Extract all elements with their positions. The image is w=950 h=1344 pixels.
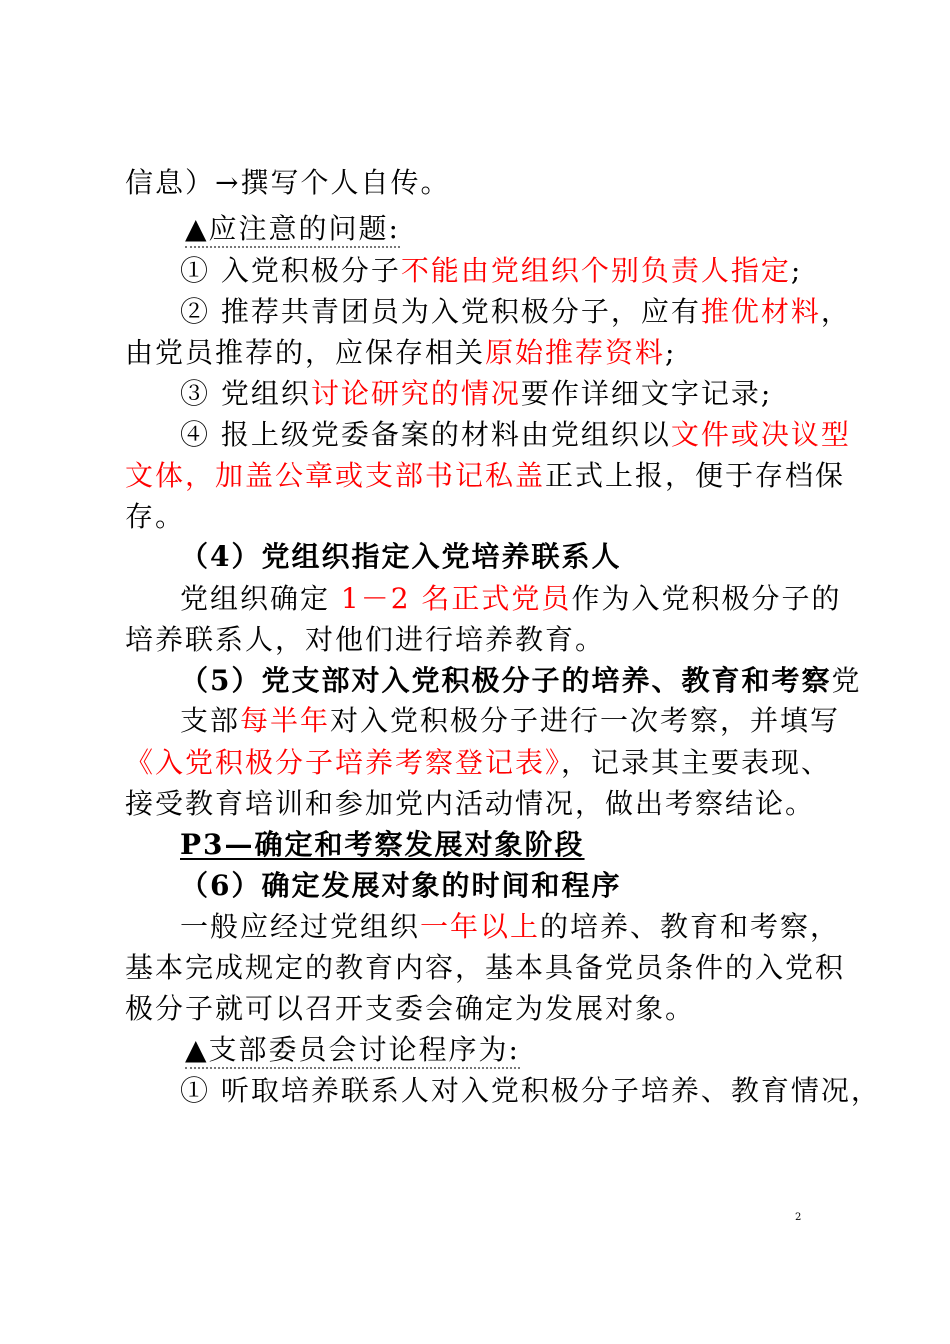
text-run: 党 [831,664,862,697]
text-run: 作为入党积极分子的 [571,582,842,615]
text-run: ▲支部委员会讨论程序为: [185,1033,520,1069]
list-item [180,294,851,330]
list-item [180,1073,881,1109]
text-run: 党组织确定 [180,582,341,615]
list-item [180,253,802,289]
text-run: 要作详细文字记录; [520,377,773,410]
list-item [180,417,851,453]
text-run: 由党员推荐的，应保存相关 [125,336,486,369]
text-line [125,165,450,201]
text-run: ， [820,295,851,328]
section-heading [180,868,621,904]
text-run: ▲应注意的问题: [185,212,400,248]
text-run: 正式上报，便于存档保 [545,459,846,492]
text-line [125,950,845,986]
text-run: 的培养、教育和考察， [540,910,841,943]
text-run: ; [790,254,803,287]
text-run: ④ 报上级党委备案的材料由党组织以 [180,418,671,451]
section-heading [180,663,862,699]
text-run: 基本完成规定的教育内容，基本具备党员条件的入党积 [125,951,846,984]
text-run: ① 入党积极分子 [180,254,401,287]
text-line [125,745,831,781]
paragraph-line [180,581,841,617]
paragraph-line [180,909,840,945]
note-heading [185,1032,520,1068]
text-run: （4）党组织指定入党培养联系人 [180,540,622,573]
text-run: ① 听取培养联系人对入党积极分子培养、教育情况， [180,1074,881,1107]
emphasis-text: 一年以上 [420,910,541,943]
text-run: ，记录其主要表现、 [561,746,832,779]
text-run: ; [665,336,677,369]
emphasis-text: 原始推荐资料 [485,336,666,369]
text-line [125,991,695,1027]
text-line [125,786,815,822]
page-number: 2 [795,1212,802,1223]
emphasis-text: 推优材料 [700,295,821,328]
emphasis-text: 文体，加盖公章或支部书记私盖 [125,459,546,492]
section-heading [180,539,621,575]
text-run: 存。 [125,500,186,533]
text-run: 极分子就可以召开支委会确定为发展对象。 [125,992,696,1025]
text-run: 支部 [180,704,241,737]
emphasis-text: 文件或决议型 [670,418,851,451]
emphasis-text: 不能由党组织个别负责人指定 [400,254,791,287]
text-run: P3—确定和考察发展对象阶段 [180,828,585,861]
emphasis-text: 《入党积极分子培养考察登记表》 [125,746,562,779]
text-line [125,458,845,494]
emphasis-text: 每半年 [240,704,331,737]
text-run: （6）确定发展对象的时间和程序 [180,869,622,902]
text-run: ② 推荐共青团员为入党积极分子，应有 [180,295,701,328]
note-heading [185,211,400,247]
text-run: ③ 党组织 [180,377,311,410]
text-run: 对入党积极分子进行一次考察，并填写 [330,704,841,737]
list-item [180,376,772,412]
emphasis-text: 讨论研究的情况 [310,377,521,410]
emphasis-text: 1－2 名正式党员 [340,582,572,615]
text-run: （5）党支部对入党积极分子的培养、教育和考察 [180,664,832,697]
text-run: 接受教育培训和参加党内活动情况，做出考察结论。 [125,787,816,820]
stage-heading [180,827,585,863]
text-run: 信息）→撰写个人自传。 [125,166,451,199]
text-line [125,499,185,535]
text-run: 一般应经过党组织 [180,910,421,943]
text-line [125,622,605,658]
text-line [125,335,676,371]
text-run: 培养联系人，对他们进行培养教育。 [125,623,606,656]
paragraph-line [180,703,840,739]
